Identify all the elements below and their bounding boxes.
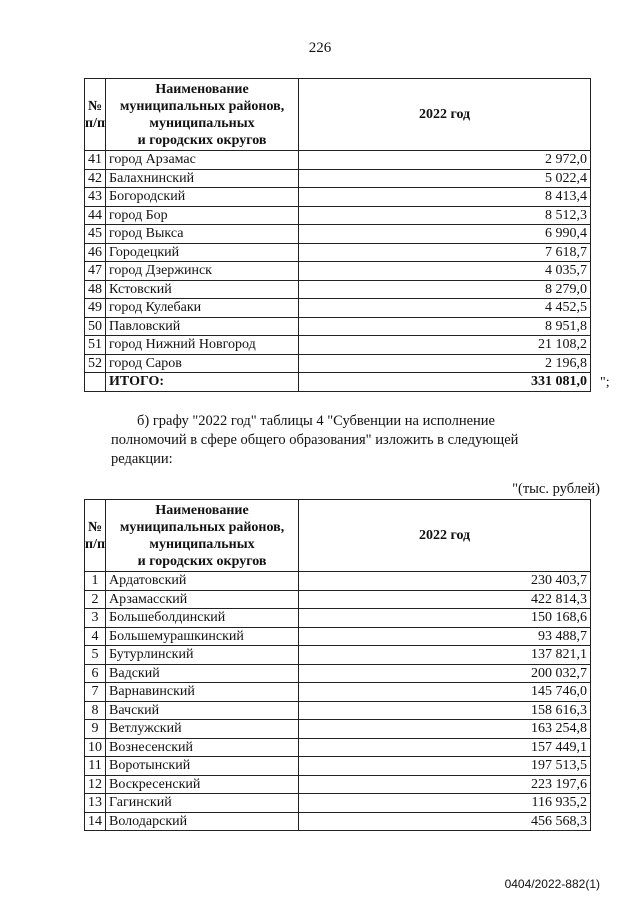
table-row <box>85 243 591 262</box>
header-number-cell <box>85 500 106 572</box>
row-number: 51 <box>85 336 106 355</box>
table-row <box>85 701 591 720</box>
paragraph-line: полномочий в сфере общего образования" изложить в следующей <box>111 432 519 448</box>
paragraph-line: редакции: <box>111 451 173 467</box>
row-number: 10 <box>85 738 106 757</box>
amount-value: 116 935,2 <box>299 794 591 813</box>
subsidies-table-continued <box>84 78 591 392</box>
municipality-name: Ардатовский <box>106 572 299 591</box>
amount-value: 422 814,3 <box>299 590 591 609</box>
amount-value: 8 951,8 <box>299 317 591 336</box>
row-number: 43 <box>85 188 106 207</box>
row-number: 9 <box>85 720 106 739</box>
row-number: 7 <box>85 683 106 702</box>
table-row <box>85 336 591 355</box>
header-number-cell <box>85 79 106 151</box>
municipality-name: Арзамасский <box>106 590 299 609</box>
table-row <box>85 609 591 628</box>
header-year-cell: 2022 год <box>299 79 591 151</box>
table-row <box>85 280 591 299</box>
table-row <box>85 572 591 591</box>
table-row <box>85 757 591 776</box>
row-number: 49 <box>85 299 106 318</box>
table-row <box>85 299 591 318</box>
table-row <box>85 683 591 702</box>
municipality-name: Воскресенский <box>106 775 299 794</box>
row-number: 1 <box>85 572 106 591</box>
table-row <box>85 188 591 207</box>
amount-value: 197 513,5 <box>299 757 591 776</box>
paragraph-line: б) графу "2022 год" таблицы 4 "Субвенции на исполнение <box>137 413 495 429</box>
header-name-line: и городских округов <box>137 132 267 148</box>
header-number-sublabel: п/п <box>85 536 106 552</box>
table-row <box>85 354 591 373</box>
amount-value: 230 403,7 <box>299 572 591 591</box>
amount-value: 93 488,7 <box>299 627 591 646</box>
municipality-name: Воротынский <box>106 757 299 776</box>
amendment-paragraph <box>111 412 600 469</box>
row-number: 8 <box>85 701 106 720</box>
header-number-sublabel: п/п <box>85 115 106 131</box>
table-row <box>85 317 591 336</box>
amount-value: 8 279,0 <box>299 280 591 299</box>
total-row <box>85 373 591 392</box>
municipality-name: Ветлужский <box>106 720 299 739</box>
table-row <box>85 262 591 281</box>
header-number-label: № <box>87 519 103 535</box>
table-row <box>85 812 591 831</box>
table-row <box>85 664 591 683</box>
amount-value: 150 168,6 <box>299 609 591 628</box>
municipality-name: Вадский <box>106 664 299 683</box>
amount-value: 158 616,3 <box>299 701 591 720</box>
municipality-name: Павловский <box>106 317 299 336</box>
header-name-line: муниципальных <box>149 536 255 552</box>
row-number: 48 <box>85 280 106 299</box>
header-name-line: и городских округов <box>137 553 267 569</box>
municipality-name: Богородский <box>106 188 299 207</box>
amount-value: 2 972,0 <box>299 151 591 170</box>
table-header-row <box>85 500 591 572</box>
amount-value: 163 254,8 <box>299 720 591 739</box>
row-number: 45 <box>85 225 106 244</box>
document-code: 0404/2022-882(1) <box>504 877 600 891</box>
table-row <box>85 206 591 225</box>
table-row <box>85 151 591 170</box>
amount-value: 7 618,7 <box>299 243 591 262</box>
municipality-name: город Саров <box>106 354 299 373</box>
municipality-name: Вознесенский <box>106 738 299 757</box>
table-row <box>85 775 591 794</box>
row-number: 46 <box>85 243 106 262</box>
row-number: 6 <box>85 664 106 683</box>
table-row <box>85 794 591 813</box>
row-number: 52 <box>85 354 106 373</box>
municipality-name: город Выкса <box>106 225 299 244</box>
municipality-name: город Арзамас <box>106 151 299 170</box>
header-name-cell <box>106 79 299 151</box>
row-number: 41 <box>85 151 106 170</box>
table-row <box>85 225 591 244</box>
header-name-cell <box>106 500 299 572</box>
municipality-name: город Дзержинск <box>106 262 299 281</box>
amount-value: 21 108,2 <box>299 336 591 355</box>
amount-value: 200 032,7 <box>299 664 591 683</box>
municipality-name: город Нижний Новгород <box>106 336 299 355</box>
header-name-line: Наименование <box>155 81 249 97</box>
row-number: 12 <box>85 775 106 794</box>
amount-value: 137 821,1 <box>299 646 591 665</box>
row-number: 50 <box>85 317 106 336</box>
page-number: 226 <box>308 40 332 56</box>
amount-value: 4 452,5 <box>299 299 591 318</box>
municipality-name: Большемурашкинский <box>106 627 299 646</box>
units-label: "(тыс. рублей) <box>512 481 600 497</box>
header-name-line: муниципальных районов, <box>119 519 285 535</box>
table-row <box>85 627 591 646</box>
total-label: ИТОГО: <box>106 373 299 392</box>
municipality-name: Балахнинский <box>106 169 299 188</box>
amount-value: 8 413,4 <box>299 188 591 207</box>
row-number: 4 <box>85 627 106 646</box>
row-number: 14 <box>85 812 106 831</box>
header-name-line: муниципальных районов, <box>119 98 285 114</box>
header-number-label: № <box>87 98 103 114</box>
education-subventions-table <box>84 499 591 831</box>
table-row <box>85 590 591 609</box>
amount-value: 157 449,1 <box>299 738 591 757</box>
row-number: 44 <box>85 206 106 225</box>
municipality-name: Вачский <box>106 701 299 720</box>
header-year-cell: 2022 год <box>299 500 591 572</box>
table-row <box>85 738 591 757</box>
amount-value: 145 746,0 <box>299 683 591 702</box>
amount-value: 2 196,8 <box>299 354 591 373</box>
municipality-name: Городецкий <box>106 243 299 262</box>
municipality-name: город Бор <box>106 206 299 225</box>
row-number: 13 <box>85 794 106 813</box>
municipality-name: Гагинский <box>106 794 299 813</box>
municipality-name: Кстовский <box>106 280 299 299</box>
municipality-name: Большеболдинский <box>106 609 299 628</box>
amount-value: 456 568,3 <box>299 812 591 831</box>
amount-value: 223 197,6 <box>299 775 591 794</box>
row-number: 42 <box>85 169 106 188</box>
table-row <box>85 720 591 739</box>
municipality-name: Бутурлинский <box>106 646 299 665</box>
amount-value: 8 512,3 <box>299 206 591 225</box>
table-header-row <box>85 79 591 151</box>
municipality-name: Варнавинский <box>106 683 299 702</box>
amount-value: 5 022,4 <box>299 169 591 188</box>
row-number: 2 <box>85 590 106 609</box>
row-number: 5 <box>85 646 106 665</box>
header-name-line: муниципальных <box>149 115 255 131</box>
table-row <box>85 646 591 665</box>
row-number: 11 <box>85 757 106 776</box>
header-name-line: Наименование <box>155 502 249 518</box>
amount-value: 4 035,7 <box>299 262 591 281</box>
row-number: 3 <box>85 609 106 628</box>
row-number: 47 <box>85 262 106 281</box>
table-row <box>85 169 591 188</box>
closing-quote: "; <box>600 375 610 390</box>
total-number-cell <box>85 373 106 392</box>
total-value: 331 081,0 <box>299 373 591 392</box>
amount-value: 6 990,4 <box>299 225 591 244</box>
municipality-name: Володарский <box>106 812 299 831</box>
municipality-name: город Кулебаки <box>106 299 299 318</box>
